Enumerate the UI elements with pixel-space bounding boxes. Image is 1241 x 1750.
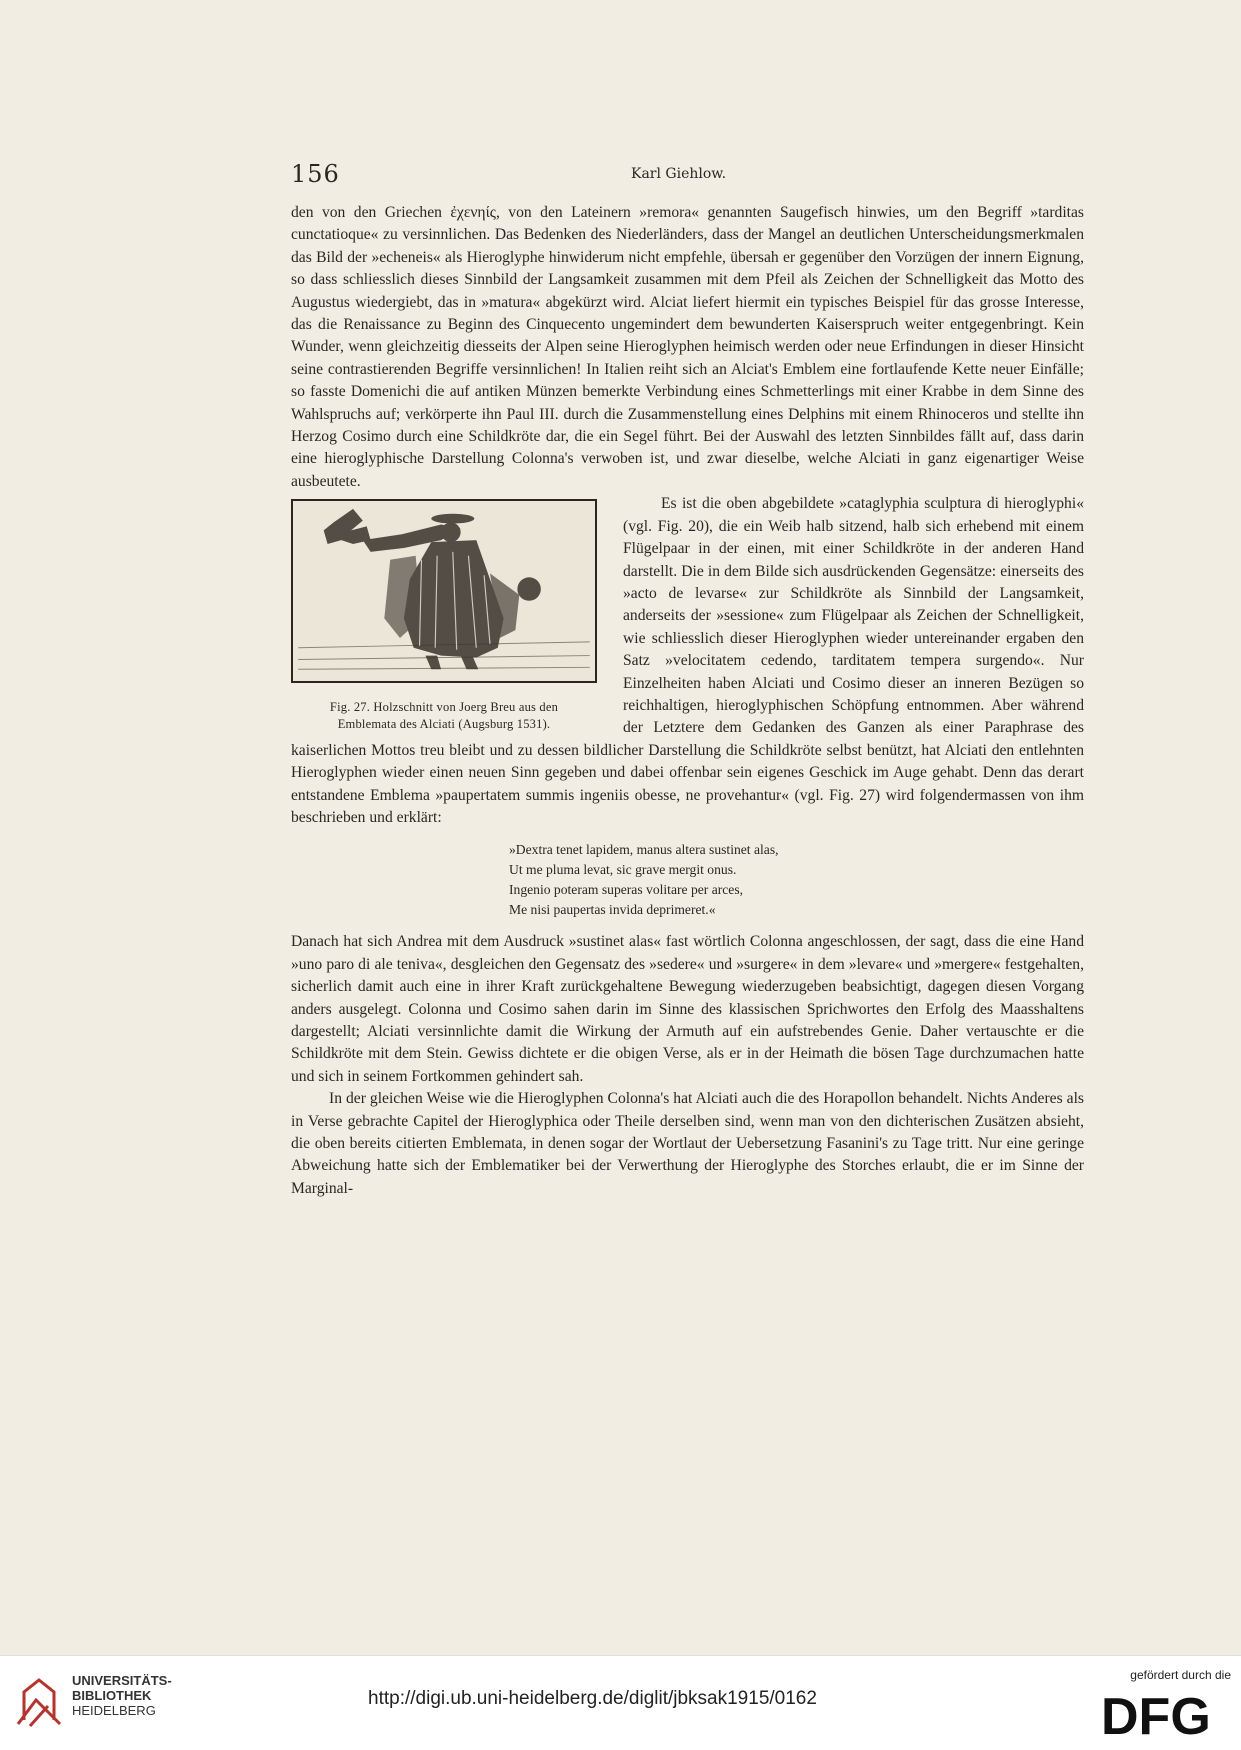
body-text	[291, 202, 1084, 1200]
dfg-logo-text: DFG	[1101, 1690, 1211, 1740]
verse-line-4: Me nisi paupertas invida deprimeret.«	[509, 902, 716, 918]
paragraph-4: In der gleichen Weise wie die Hieroglyphen Colonna's hat Alciati auch die des Horapollon behandelt. Nichts Anderes als in Verse gebrachte Capitel der Hieroglyphica oder Theile derselben sind, wenn man von den dichterischen Zusätzen absieht, die oben bereits citierten Emblemata, in denen sogar der Wortlaut der Uebersetzung Fasanini's zu Tage tritt. Nur eine geringe Abweichung hatte sich der Emblematiker bei der Verwerthung der Hieroglyphe des Storches erlaubt, die er im Sinne der Marginal-	[291, 1090, 1084, 1197]
verse-line-3: Ingenio poteram superas volitare per arces,	[509, 882, 744, 898]
verse-line-1: »Dextra tenet lapidem, manus altera sustinet alas,	[509, 842, 779, 858]
figure-caption-line-1: Fig. 27. Holzschnitt von Joerg Breu aus den	[329, 700, 559, 715]
page-number: 156	[291, 160, 340, 188]
paragraph-2: Es ist die oben abgebildete »cataglyphia sculptura di hieroglyphi« (vgl. Fig. 20), die ein Weib halb sitzend, halb sich erhebend mit einem Flügelpaar in der einen, mit einer Schildkröte in der anderen Hand darstellt. Die in dem Bilde sich ausdrückenden Gegensätze: einerseits des »acto de levarse« zur Schildkröte als Sinnbild der Langsamkeit, anderseits der »sessione« zum Flügelpaar als Zeichen der Schnelligkeit, wie schliesslich dieser Hieroglyphen wieder untereinander ergaben den Satz »velocitatem cedendo, tarditatem tempera surgendo«. Nur Einzelheiten haben Alciati und Cosimo dieser an inneren Bezügen so reichhaltigen, hieroglyphischen Schöpfung entnommen. Aber während der Letztere dem Gedanken des Ganzen als einer Paraphrase des kaiserlichen Mottos treu bleibt und zu dessen bildlicher Darstellung die Schildkröte selbst benützt, hat Alciati den entlehnten Hieroglyphen wieder einen neuen Sinn gegeben und dabei offenbar sein eigenes Geschick im Auge gehabt. Denn das derart entstandene Emblema »paupertatem summis ingeniis obesse, ne provehantur« (vgl. Fig. 27) wird folgendermassen von ihm beschrieben und erklärt:	[291, 495, 1084, 826]
dfg-logo-icon[interactable]	[1101, 1690, 1229, 1740]
running-title: Karl Giehlow.	[631, 166, 727, 182]
figure-27	[291, 499, 597, 733]
verse-quote	[509, 840, 1084, 920]
university-library-logo-icon[interactable]	[14, 1670, 64, 1730]
funding-label: gefördert durch die	[1130, 1668, 1231, 1682]
paragraph-1: den von den Griechen ἐχενηίς, von den Lateinern »remora« genannten Saugefisch hinwies, um den Begriff »tarditas cunctatioque« zu versinnlichen. Das Bedenken des Niederländers, dass der Mangel an deutlichen Unterscheidungsmerkmalen das Bild der »echeneis« als Hieroglyphe hinwiderum nicht empfehle, übersah er gegenüber den Vorzügen der innern Eignung, so dass schliesslich dieses Sinnbild der Langsamkeit zusammen mit dem Pfeil als Zeichen der Schnelligkeit das Motto des Augustus wiedergiebt, das in »matura« abgekürzt wird. Alciat liefert hiermit ein typisches Beispiel für das grosse Interesse, das die Renaissance zu Beginn des Cinquecento ungemindert dem bewunderten Kaiserspruch weiter entgegenbringt. Kein Wunder, wenn gleichzeitig diesseits der Alpen seine Hieroglyphen heimisch werden oder neue Erfindungen in dieser Hinsicht seine contrastierenden Begriffe versinnlichen! In Italien reiht sich an Alciat's Emblem eine fortlaufende Kette neuer Einfälle; so fasste Domenichi die auf antiken Münzen bemerkte Verbindung eines Schmetterlings mit einer Krabbe in dem Sinne des Wahlspruchs auf; verkörperte ihn Paul III. durch die Zusammenstellung eines Delphins mit einem Rhinoceros und stellte ihn Herzog Cosimo durch eine Schildkröte dar, die ein Segel führt. Bei der Auswahl des letzten Sinnbildes fällt auf, dass darin eine hieroglyphische Darstellung Colonna's verwoben ist, und zwar dieselbe, welche Alciati in ganz eigenartiger Weise ausbeutete.	[291, 204, 1084, 490]
permalink-url[interactable]: http://digi.ub.uni-heidelberg.de/diglit/jbksak1915/0162	[368, 1688, 817, 1709]
verse-line-2: Ut me pluma levat, sic grave mergit onus.	[509, 862, 737, 878]
woodcut-image	[291, 499, 597, 683]
paragraph-3: Danach hat sich Andrea mit dem Ausdruck »sustinet alas« fast wörtlich Colonna angeschlossen, der sagt, dass die eine Hand »uno paro di ale teniva«, desgleichen den Gegensatz des »sedere« und »surgere« in dem »levare« und »mergere« festgehalten, sicherlich damit auch eine in ihrer Kraft zurückgehaltene Bewegung wiederzugeben beabsichtigt, dagegen diesen Vorgang anders ausgelegt. Colonna und Cosimo sahen darin im Sinne des klassischen Sprichwortes den Erfolg des Maasshaltens dargestellt; Alciati versinnlichte damit die Wirkung der Armuth auf ein aufstrebendes Genie. Daher vertauschte er die Schildkröte mit dem Stein. Gewiss dichtete er die obigen Verse, als er in der Heimath die bösen Tage durchzumachen hatte und sich in seinem Fortkommen gehindert sah.	[291, 933, 1084, 1085]
library-line-3: HEIDELBERG	[72, 1703, 156, 1718]
figure-caption-line-2: Emblemata des Alciati (Augsburg 1531).	[337, 717, 551, 732]
page-header	[291, 160, 1081, 190]
library-line-2: BIBLIOTHEK	[72, 1688, 152, 1703]
footer-bar	[0, 1655, 1241, 1750]
university-library-name	[72, 1673, 172, 1718]
library-line-1: UNIVERSITÄTS-	[72, 1673, 172, 1688]
figure-caption	[291, 699, 597, 733]
